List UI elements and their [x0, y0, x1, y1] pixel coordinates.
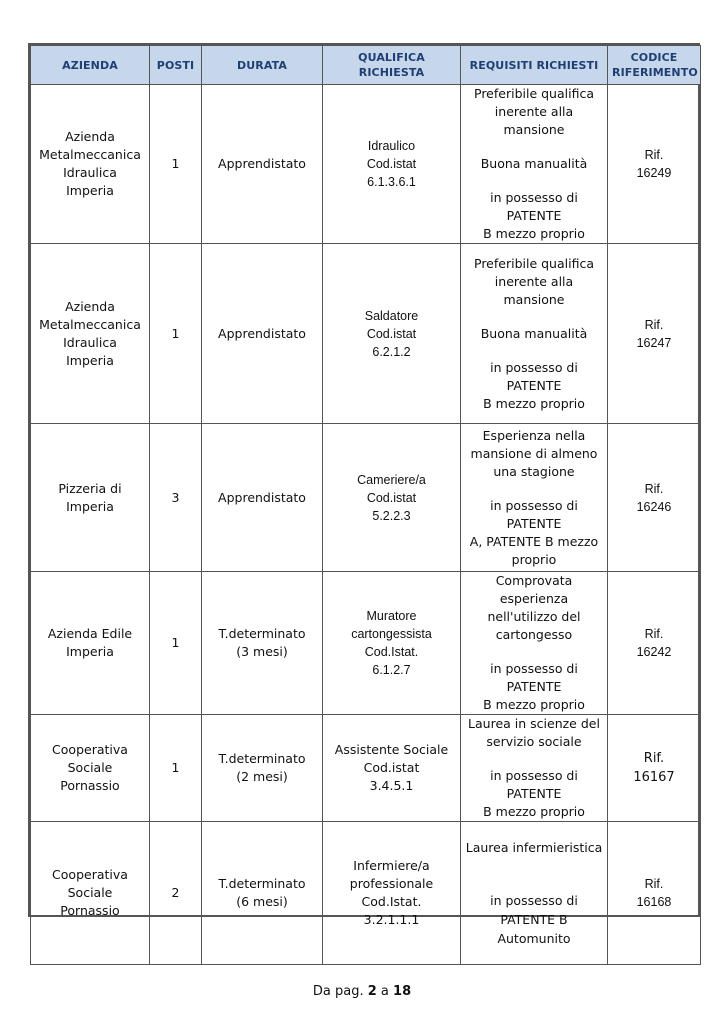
cell-qualifica	[323, 424, 461, 572]
durata-line: (3 mesi)	[236, 644, 288, 659]
requisiti-line: Buona manualità	[480, 156, 588, 171]
cell-posti: 1	[150, 244, 202, 424]
page-footer	[0, 984, 724, 999]
cell-durata	[202, 244, 323, 424]
requisiti-line: PATENTE B	[500, 912, 568, 927]
qualifica-line: Cod.istat	[366, 157, 417, 171]
qualifica-line: 6.1.2.7	[372, 663, 411, 677]
durata-line: Apprendistato	[218, 156, 306, 171]
requisiti-line: in possesso di PATENTE	[490, 190, 578, 223]
durata-line: (2 mesi)	[236, 769, 288, 784]
header-posti: POSTI	[150, 46, 202, 85]
cell-durata	[202, 715, 323, 822]
header-codice-line-2: RIFERIMENTO	[612, 66, 698, 79]
requisiti-line: inerente alla mansione	[494, 273, 574, 307]
durata-line: T.determinato	[218, 626, 306, 641]
requisiti-line: Preferibile qualifica	[474, 255, 594, 271]
requisiti-line: B mezzo proprio	[483, 395, 585, 411]
requisiti-line: Preferibile qualifica	[474, 86, 594, 101]
footer-total-pages: 18	[393, 984, 412, 999]
qualifica-line: 6.1.3.6.1	[367, 175, 416, 189]
qualifica-line: 3.2.1.1.1	[363, 912, 420, 927]
cell-qualifica	[323, 715, 461, 822]
qualifica-line: cartongessista	[351, 627, 432, 641]
header-codice	[608, 46, 701, 85]
cell-posti: 1	[150, 572, 202, 715]
qualifica-line: 5.2.2.3	[372, 508, 411, 523]
requisiti-spacer	[465, 481, 603, 497]
cell-requisiti	[461, 822, 608, 965]
codice-line: 16246	[636, 499, 672, 514]
azienda-line: Idraulica	[63, 334, 117, 350]
azienda-line: Sociale	[67, 885, 113, 900]
footer-current-page: 2	[367, 984, 377, 999]
cell-azienda	[31, 244, 150, 424]
requisiti-line: B mezzo proprio	[483, 804, 585, 819]
cell-qualifica	[323, 85, 461, 244]
cell-codice-riferimento	[608, 572, 701, 715]
cell-requisiti	[461, 85, 608, 244]
cell-codice-riferimento	[608, 244, 701, 424]
cell-durata	[202, 822, 323, 965]
azienda-line: Imperia	[66, 644, 114, 659]
qualifica-line: Cod.istat	[366, 490, 417, 505]
cell-requisiti	[461, 715, 608, 822]
codice-line: 16242	[636, 645, 672, 659]
header-azienda: AZIENDA	[31, 46, 150, 85]
qualifica-line: Cod.Istat.	[361, 894, 422, 909]
table-row	[31, 85, 701, 244]
cell-codice-riferimento	[608, 822, 701, 965]
codice-line: Rif.	[644, 317, 664, 332]
cell-azienda	[31, 715, 150, 822]
cell-durata	[202, 85, 323, 244]
header-codice-line-1: CODICE	[630, 51, 678, 64]
cell-azienda	[31, 822, 150, 965]
requisiti-line: Automunito	[497, 931, 571, 946]
cell-azienda	[31, 572, 150, 715]
azienda-line: Imperia	[66, 352, 114, 368]
codice-line: Rif.	[644, 148, 664, 162]
requisiti-line: cartongesso	[495, 627, 573, 642]
codice-line: Rif.	[644, 877, 664, 891]
qualifica-line: Cameriere/a	[357, 472, 426, 487]
requisiti-line: Buona manualità	[480, 325, 588, 341]
qualifica-line: Cod.Istat.	[364, 645, 419, 659]
requisiti-line: in possesso di PATENTE	[490, 497, 578, 531]
cell-requisiti	[461, 572, 608, 715]
cell-qualifica	[323, 244, 461, 424]
azienda-line: Cooperativa	[52, 867, 128, 882]
requisiti-line: in possesso di	[490, 893, 578, 908]
footer-separator: a	[380, 984, 389, 999]
azienda-line: Azienda Edile	[47, 626, 133, 641]
azienda-line: Metalmeccanica	[39, 316, 141, 332]
cell-posti: 1	[150, 85, 202, 244]
durata-line: T.determinato	[218, 751, 306, 766]
requisiti-spacer	[465, 139, 603, 155]
durata-line: T.determinato	[218, 876, 306, 891]
footer-prefix: Da pag.	[312, 984, 364, 999]
cell-durata	[202, 424, 323, 572]
cell-qualifica	[323, 572, 461, 715]
requisiti-line: in possesso di PATENTE	[490, 768, 578, 801]
requisiti-line: mansione di almeno	[470, 445, 598, 461]
cell-azienda	[31, 424, 150, 572]
requisiti-line: una stagione	[493, 463, 575, 479]
azienda-line: Pornassio	[60, 903, 120, 918]
requisiti-line: in possesso di PATENTE	[490, 359, 578, 393]
azienda-line: Metalmeccanica	[39, 147, 141, 162]
codice-line: 16249	[636, 166, 672, 180]
azienda-line: Sociale	[67, 760, 113, 775]
codice-line: 16168	[636, 895, 672, 909]
table-row	[31, 424, 701, 572]
requisiti-spacer	[465, 857, 603, 891]
cell-requisiti	[461, 244, 608, 424]
qualifica-line: Cod.istat	[363, 760, 420, 775]
requisiti-spacer	[465, 644, 603, 660]
table-header-row	[31, 46, 701, 85]
qualifica-line: Saldatore	[364, 308, 419, 323]
qualifica-line: Cod.istat	[366, 326, 417, 341]
requisiti-line: servizio sociale	[486, 734, 582, 749]
azienda-line: Pizzeria di	[58, 480, 122, 496]
requisiti-line: in possesso di PATENTE	[490, 661, 578, 694]
requisiti-spacer	[465, 173, 603, 189]
requisiti-line: Esperienza nella	[482, 427, 586, 443]
azienda-line: Azienda	[65, 129, 115, 144]
azienda-line: Cooperativa	[52, 742, 128, 757]
cell-qualifica	[323, 822, 461, 965]
qualifica-line: Idraulico	[367, 139, 416, 153]
qualifica-line: professionale	[349, 876, 434, 891]
requisiti-line: Laurea in scienze del	[468, 716, 600, 731]
cell-codice-riferimento	[608, 424, 701, 572]
cell-requisiti	[461, 424, 608, 572]
cell-codice-riferimento	[608, 715, 701, 822]
requisiti-line: Comprovata esperienza	[495, 573, 573, 606]
requisiti-line: nell'utilizzo del	[487, 609, 581, 624]
durata-line: Apprendistato	[218, 489, 306, 505]
qualifica-line: 6.2.1.2	[372, 344, 411, 359]
requisiti-spacer	[465, 751, 603, 767]
codice-line: Rif.	[644, 481, 664, 496]
requisiti-spacer	[465, 309, 603, 325]
qualifica-line: Assistente Sociale	[334, 742, 449, 757]
durata-line: (6 mesi)	[236, 894, 288, 909]
table-row	[31, 715, 701, 822]
azienda-line: Imperia	[66, 498, 114, 514]
codice-line: Rif.	[644, 627, 664, 641]
azienda-line: Azienda	[65, 298, 115, 314]
requisiti-line: B mezzo proprio	[483, 697, 585, 712]
requisiti-spacer	[465, 343, 603, 359]
header-durata: DURATA	[202, 46, 323, 85]
table-row	[31, 244, 701, 424]
cell-posti: 3	[150, 424, 202, 572]
cell-codice-riferimento	[608, 85, 701, 244]
qualifica-line: Infermiere/a	[353, 858, 430, 873]
table-row	[31, 822, 701, 965]
azienda-line: Pornassio	[60, 778, 120, 793]
cell-durata	[202, 572, 323, 715]
cell-posti: 2	[150, 822, 202, 965]
durata-line: Apprendistato	[218, 325, 306, 341]
qualifica-line: 3.4.5.1	[369, 778, 414, 793]
requisiti-line: Laurea infermieristica	[465, 840, 603, 855]
azienda-line: Idraulica	[63, 165, 117, 180]
job-offers-table	[30, 45, 701, 965]
qualifica-line: Muratore	[366, 609, 417, 623]
requisiti-line: B mezzo proprio	[483, 226, 585, 241]
requisiti-line: inerente alla mansione	[494, 104, 574, 137]
header-qualifica: QUALIFICA RICHIESTA	[323, 46, 461, 85]
requisiti-line: A, PATENTE B mezzo	[469, 533, 599, 549]
azienda-line: Imperia	[66, 183, 114, 198]
requisiti-line: proprio	[511, 551, 557, 567]
codice-line: Rif.	[643, 751, 665, 766]
codice-line: 16167	[633, 770, 675, 785]
header-requisiti: REQUISITI RICHIESTI	[461, 46, 608, 85]
cell-posti: 1	[150, 715, 202, 822]
table-row	[31, 572, 701, 715]
cell-azienda	[31, 85, 150, 244]
codice-line: 16247	[636, 335, 672, 350]
